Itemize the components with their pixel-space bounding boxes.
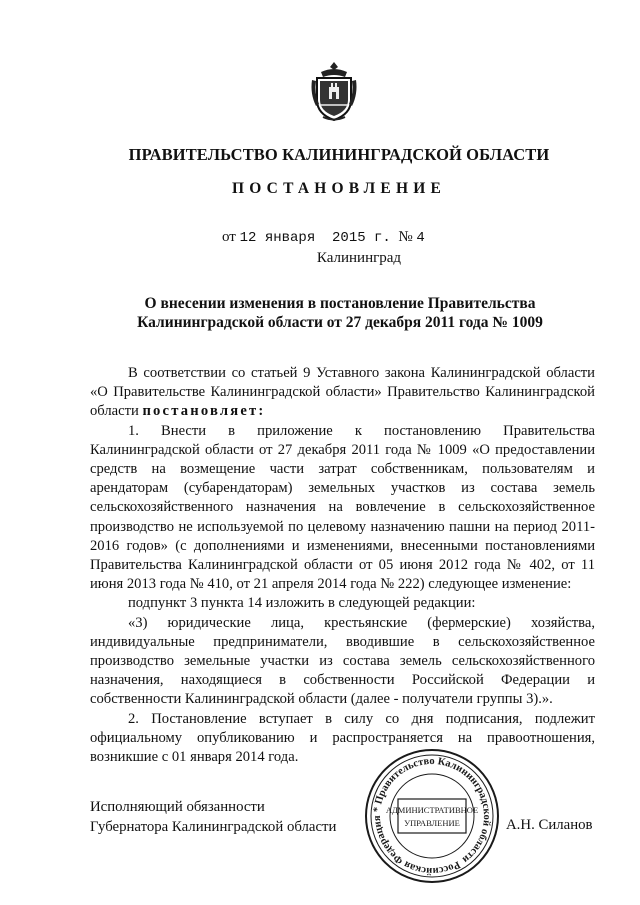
- document-body: [90, 364, 595, 767]
- signer-title: [90, 797, 336, 837]
- preamble-paragraph: [90, 364, 595, 422]
- subclause-text-paragraph: «3) юридические лица, крестьянские (фермерские) хозяйства, индивидуальные предприниматели, вводившие в сельскохозяйственное производство земельные участки из состава земель сельскохозяйственного назначения, находящиеся в собственности Российской Федерации и собственности Калининградской области (далее - получатели группы 3).».: [90, 614, 595, 708]
- document-type: ПОСТАНОВЛЕНИЕ: [231, 180, 447, 197]
- subject-line-2: Калининградской области от 27 декабря 2011 года № 1009: [137, 314, 543, 331]
- seal-inner-line-1: АДМИНИСТРАТИВНОЕ: [385, 805, 479, 815]
- document-date: 12 января 2015 г.: [239, 230, 391, 246]
- preamble-text: В соответствии со статьей 9 Уставного закона Калининградской области «О Правительстве Калининградской области» Правительство Калининградской области: [90, 365, 595, 420]
- city: Калининград: [316, 250, 402, 266]
- official-seal-icon: [363, 747, 501, 885]
- document-number: 4: [416, 230, 425, 246]
- coat-of-arms-icon: [309, 60, 359, 122]
- date-line: [222, 229, 425, 246]
- subclause-intro-paragraph: подпункт 3 пункта 14 изложить в следующей редакции:: [128, 595, 476, 612]
- document-subject: [90, 294, 590, 332]
- date-prefix: от: [222, 229, 236, 245]
- seal-outer-text: Российская Федерация * Правительство Калининградской области: [371, 755, 493, 877]
- signer-title-line-1: Исполняющий обязанности: [90, 799, 265, 815]
- svg-text:Российская Федерация * Правите: [363, 747, 501, 885]
- signer-title-line-2: Губернатора Калининградской области: [90, 819, 337, 835]
- subject-line-1: О внесении изменения в постановление Правительства: [144, 295, 536, 312]
- organization-title: ПРАВИТЕЛЬСТВО КАЛИНИНГРАДСКОЙ ОБЛАСТИ: [128, 145, 550, 164]
- clause-2-paragraph: 2. Постановление вступает в силу со дня подписания, подлежит официальному опубликованию и распространяется на правоотношения, возникшие с 01 января 2014 года.: [90, 710, 595, 766]
- seal-inner-line-2: УПРАВЛЕНИЕ: [404, 818, 460, 828]
- signer-name: А.Н. Силанов: [506, 817, 593, 833]
- clause-1-paragraph: 1. Внести в приложение к постановлению Правительства Калининградской области от 27 декабря 2011 года № 1009 «О предоставлении средств на возмещение части затрат собственникам, пользователям и арендаторам (субарендаторам) земельных участков из состава земель сельскохозяйственного назначения на вовлечение в сельскохозяйственное производство не используемой по целевому назначению пашни на период 2011-2016 годов» (с дополнениями и изменениями, внесенными постановлениями Правительства Калининградской области от 05 июня 2012 года № 402, от 11 июня 2013 года № 410, от 21 апреля 2014 года № 222) следующее изменение:: [90, 422, 595, 593]
- number-sign: №: [398, 229, 413, 245]
- resolves-word: постановляет:: [142, 403, 266, 420]
